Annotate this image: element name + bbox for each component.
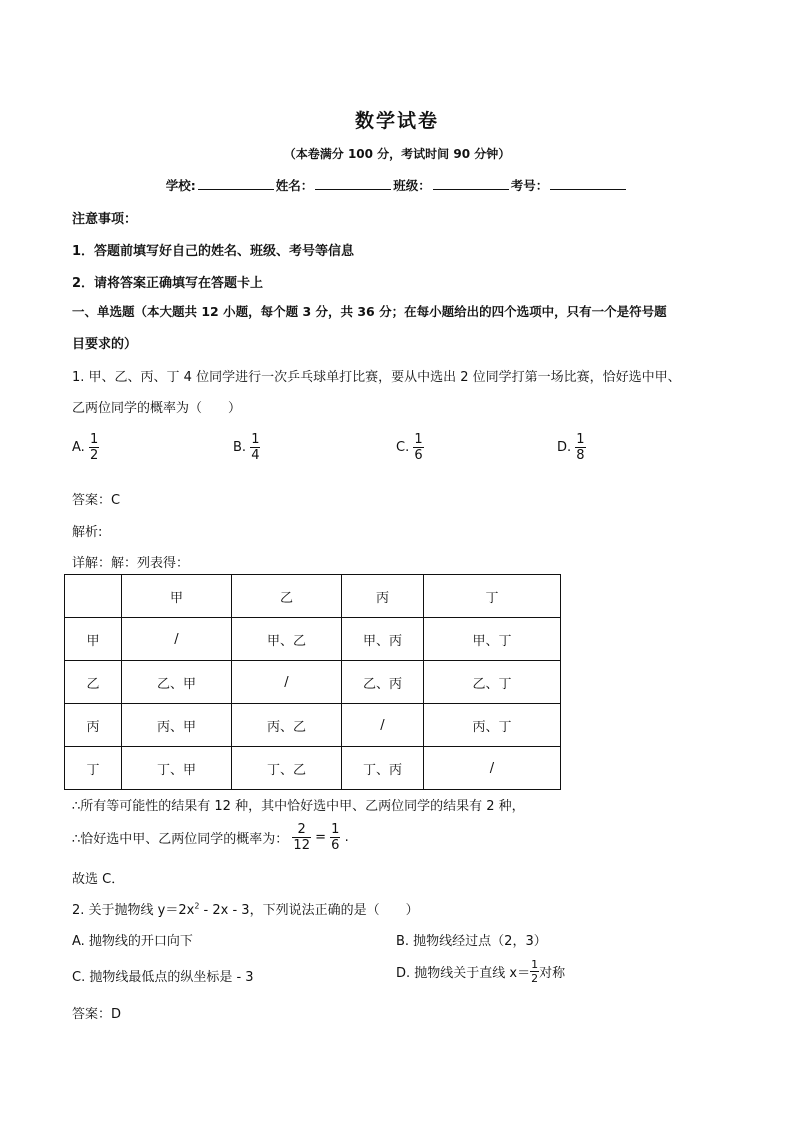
q2-option-a: A. 抛物线的开口向下: [72, 934, 193, 949]
q2-option-d-prefix: D. 抛物线关于直线 x＝: [396, 966, 531, 981]
q1-option-b-label: B.: [233, 440, 247, 455]
student-info-fields: [0, 176, 794, 194]
q1-option-a-fraction: [89, 432, 99, 463]
q1-stem-line1: 1. 甲、乙、丙、丁 4 位同学进行一次乒乓球单打比赛，要从中选出 2 位同学打第一场比赛，恰好选中甲、: [72, 370, 681, 385]
table-row: [65, 747, 561, 790]
q2-option-d-suffix: 对称: [539, 966, 566, 981]
q2-option-c: C. 抛物线最低点的纵坐标是 - 3: [72, 970, 254, 985]
q1-equals: =: [315, 830, 327, 845]
q2-stem: [72, 899, 419, 918]
q2-option-d: [396, 958, 565, 985]
q1-option-c-den: 6: [414, 448, 423, 463]
q2-stem-prefix: 2. 关于抛物线 y＝2x: [72, 903, 195, 918]
q1-conclusion-1: ∴所有等可能性的结果有 12 种，其中恰好选中甲、乙两位同学的结果有 2 种，: [72, 799, 525, 814]
q2-stem-exponent: 2: [194, 901, 200, 911]
section-heading: 一、单选题（本大题共 12 小题，每个题 3 分，共 36 分；在每小题给出的四个选项中，只有一个是符号题: [72, 304, 667, 319]
table-cell: /: [122, 618, 232, 661]
table-cell: 丁、丙: [342, 747, 424, 790]
table-cell: 乙、甲: [122, 661, 232, 704]
school-label: 学校:: [165, 178, 196, 193]
table-header-row: [65, 575, 561, 618]
q1-stem-line2: 乙两位同学的概率为（ ）: [72, 401, 242, 416]
q1-option-a-num: 1: [89, 432, 99, 447]
q1-option-c: [396, 432, 424, 463]
table-cell: 甲、乙: [232, 618, 342, 661]
q1-option-b: [233, 432, 260, 463]
table-cell: 丙: [342, 575, 424, 618]
table-cell: 乙、丙: [342, 661, 424, 704]
notice-heading: 注意事项：: [72, 212, 138, 227]
q1-option-b-den: 4: [251, 448, 260, 463]
q1-option-c-fraction: [413, 432, 423, 463]
school-blank[interactable]: [198, 177, 274, 190]
q1-option-b-fraction: [250, 432, 260, 463]
q1-option-d-den: 8: [576, 448, 585, 463]
table-cell: 丁、乙: [232, 747, 342, 790]
notice-item-1: 1．答题前填写好自己的姓名、班级、考号等信息: [72, 244, 355, 259]
table-cell: /: [232, 661, 342, 704]
q1-option-d-fraction: [575, 432, 585, 463]
q1-conclusion-2-prefix: ∴恰好选中甲、乙两位同学的概率为：: [72, 832, 289, 847]
q2-optD-den: 2: [531, 972, 539, 985]
table-cell: 丁、甲: [122, 747, 232, 790]
outcome-table: [64, 574, 561, 790]
q1-analysis-label: 解析:: [72, 525, 103, 540]
table-cell: 丙、甲: [122, 704, 232, 747]
class-label: 班级：: [393, 178, 431, 193]
class-blank[interactable]: [433, 177, 509, 190]
q1-option-a-den: 2: [89, 448, 99, 463]
q1-fraction-2-12: [292, 822, 311, 853]
table-cell: 乙、丁: [424, 661, 561, 704]
q1-option-b-num: 1: [251, 432, 260, 447]
q1-option-c-num: 1: [414, 432, 423, 447]
q1-answer: 答案：C: [72, 493, 121, 508]
q1-option-c-label: C.: [396, 440, 410, 455]
table-row: [65, 618, 561, 661]
q1-frac2-den: 6: [331, 838, 340, 853]
exam-no-label: 考号：: [510, 178, 549, 193]
name-label: 姓名：: [275, 178, 314, 193]
table-cell: 丁: [65, 747, 122, 790]
q1-frac1-den: 12: [293, 838, 310, 853]
q1-choice: 故选 C．: [72, 872, 125, 887]
table-cell: [65, 575, 122, 618]
table-cell: 丙: [65, 704, 122, 747]
name-blank[interactable]: [315, 177, 391, 190]
q1-option-a: [72, 432, 99, 463]
q1-conclusion-2: [72, 822, 349, 853]
q2-option-b: B. 抛物线经过点（2，3）: [396, 934, 547, 949]
q2-option-d-fraction: [530, 958, 539, 985]
notice-item-2: 2．请将答案正确填写在答题卡上: [72, 276, 264, 291]
exam-title: 数学试卷: [354, 110, 439, 132]
q1-fraction-1-6: [330, 822, 340, 853]
q1-option-d: [557, 432, 586, 463]
table-cell: 乙: [65, 661, 122, 704]
table-cell: 丙、乙: [232, 704, 342, 747]
exam-subtitle: （本卷满分 100 分，考试时间 90 分钟）: [283, 147, 511, 161]
q2-answer: 答案：D: [72, 1007, 122, 1022]
table-cell: 丙、丁: [424, 704, 561, 747]
section-heading-cont: 目要求的）: [72, 337, 138, 352]
q1-frac1-num: 2: [297, 822, 306, 837]
table-row: [65, 661, 561, 704]
q1-period: .: [344, 830, 349, 845]
q1-option-d-num: 1: [576, 432, 585, 447]
q2-optD-num: 1: [531, 958, 539, 971]
q1-detail-label: 详解：解：列表得：: [72, 556, 190, 571]
exam-no-blank[interactable]: [550, 177, 626, 190]
table-cell: /: [342, 704, 424, 747]
table-cell: 甲、丙: [342, 618, 424, 661]
table-row: [65, 704, 561, 747]
q1-option-a-label: A.: [72, 440, 85, 455]
q1-option-d-label: D.: [557, 440, 572, 455]
table-cell: 丁: [424, 575, 561, 618]
table-cell: 甲: [65, 618, 122, 661]
table-cell: /: [424, 747, 561, 790]
table-cell: 甲: [122, 575, 232, 618]
q2-stem-suffix: - 2x - 3，下列说法正确的是（ ）: [199, 903, 419, 918]
table-cell: 甲、丁: [424, 618, 561, 661]
table-cell: 乙: [232, 575, 342, 618]
q1-frac2-num: 1: [331, 822, 340, 837]
